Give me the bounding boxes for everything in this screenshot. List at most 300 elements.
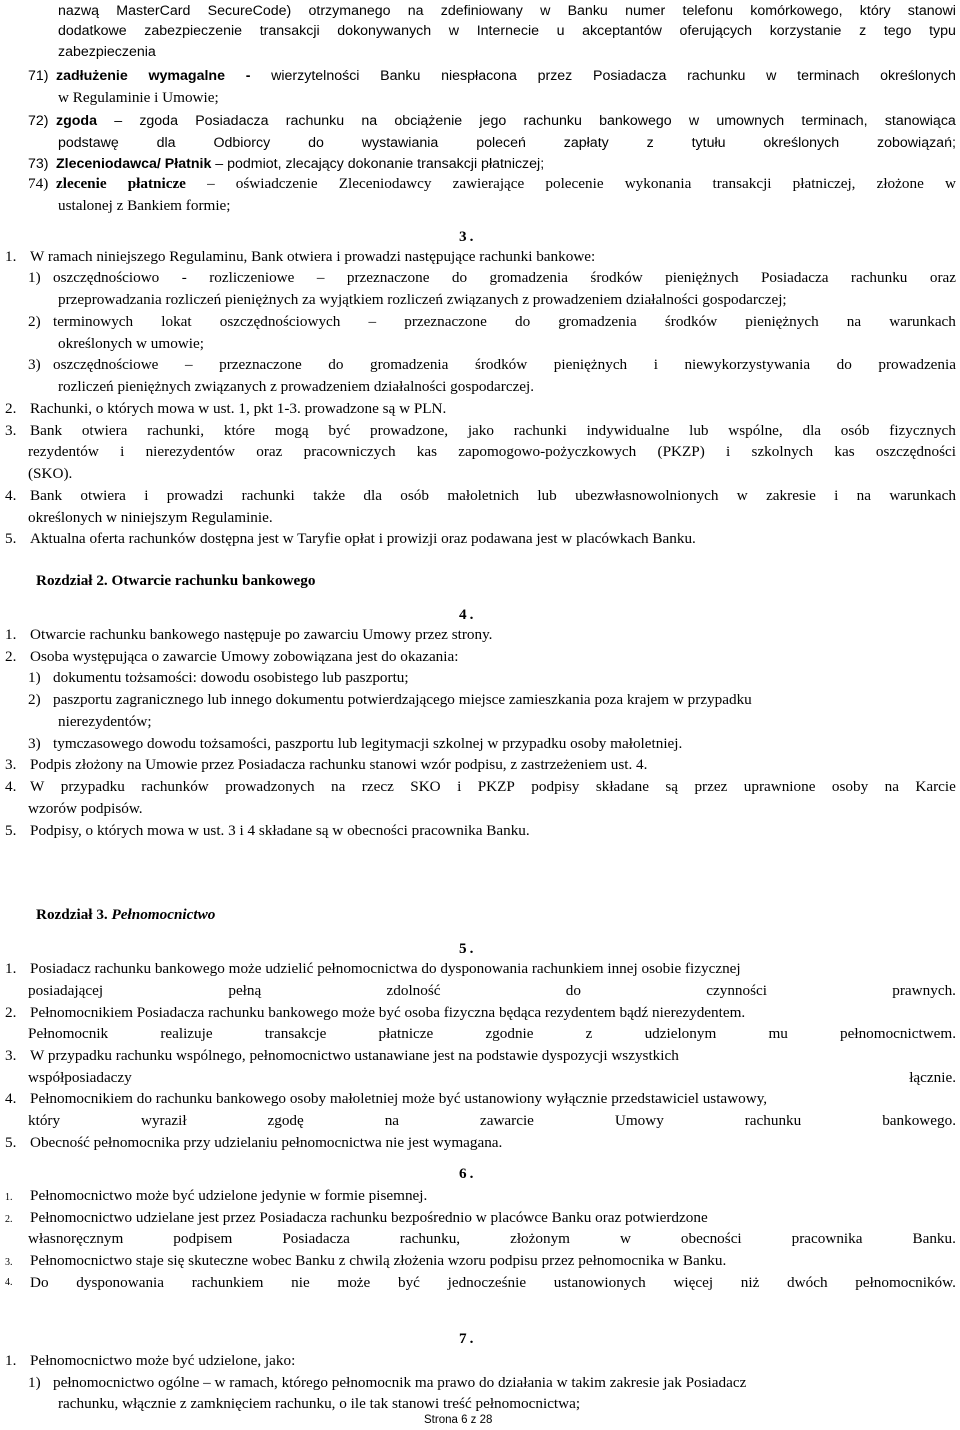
word: z (859, 23, 867, 39)
word: oferujących (679, 23, 753, 39)
text-line (28, 1229, 956, 1249)
word: współposiadaczy (28, 1069, 132, 1086)
word: oświadczenie (235, 175, 318, 192)
line-text: Posiadacz rachunku bankowego może udzielić pełnomocnictwa do dysponowania rachunkiem innej osobie fizycznej (30, 960, 741, 977)
line-text: Otwarcie rachunku bankowego następuje po zawarciu Umowy przez strony. (30, 626, 493, 643)
line-text: Obecność pełnomocnika przy udzielaniu pełnomocnictwa nie jest wymagana. (30, 1134, 503, 1151)
list-number: 1. (5, 1352, 17, 1369)
word: zabezpieczenie (144, 23, 243, 39)
list-number: 1. (5, 626, 17, 643)
justified-text (58, 133, 956, 153)
word: - (181, 269, 187, 286)
line-text: określonych w niniejszym Regulaminie. (28, 509, 273, 526)
justified-text (30, 1273, 956, 1293)
text-line (28, 799, 143, 819)
chapter-heading (36, 905, 215, 925)
word: W (30, 778, 45, 795)
word: środków (590, 269, 643, 286)
paragraph-number: 6. (459, 1165, 477, 1182)
text-line (58, 196, 231, 216)
word: transakcji (712, 175, 772, 192)
word: kas (416, 443, 438, 460)
word: prawnych. (892, 982, 956, 999)
line-body (58, 89, 219, 106)
word: otwiera (80, 487, 126, 504)
word: na (361, 113, 378, 129)
line-body (30, 530, 696, 547)
line-text: rozliczeń pieniężnych związanych z prowadzeniem działalności gospodarczej. (58, 378, 535, 395)
list-number: 1. (5, 1192, 13, 1203)
line-body (30, 1090, 767, 1107)
word: złożonym (510, 1230, 570, 1247)
line-body (58, 197, 231, 214)
word: rachunku, (399, 1230, 461, 1247)
word: który (859, 3, 891, 19)
line-body (56, 156, 544, 172)
word: Pełnomocnik (28, 1025, 109, 1042)
word: stanowiąca (884, 113, 956, 129)
word: rachunku (744, 1112, 802, 1129)
list-number: 4. (5, 1090, 17, 1107)
word: Karcie (915, 778, 956, 795)
list-number: 2. (5, 400, 17, 417)
word: Banku (380, 68, 421, 84)
word: własnoręcznym (28, 1230, 124, 1247)
word: osoby (831, 778, 869, 795)
line-text: Pełnomocnikiem Posiadacza rachunku bankowego może być osoba fizyczna będąca rezydentem bądź nierezydentem. (30, 1004, 746, 1021)
line-text: rachunku, włącznie z zamknięciem rachunku, o ile tak stanowi treść pełnomocnictwa; (58, 1395, 581, 1412)
word: prowadzonych (225, 778, 315, 795)
list-number: 73) (28, 156, 49, 172)
word: przypadku (60, 778, 125, 795)
word: rachunków (141, 778, 209, 795)
line-text: – podmiot, zlecający dokonanie transakcji płatniczej; (211, 156, 545, 172)
word: ustanowionych (553, 1274, 646, 1291)
list-number: 1. (5, 960, 17, 977)
chapter-title: Rozdział 3. (36, 906, 112, 923)
text-line (58, 712, 152, 732)
word: oszczędnościowe (53, 356, 159, 373)
text-line (28, 1024, 956, 1044)
word: niż (740, 1274, 760, 1291)
line-text: Podpisy, o których mowa w ust. 3 i 4 składane są w obecności pracownika Banku. (30, 822, 530, 839)
text-line (5, 1003, 745, 1023)
justified-text (53, 355, 956, 375)
word: dwóch (787, 1274, 828, 1291)
text-line (28, 1111, 956, 1131)
word: być (397, 1274, 420, 1291)
word: oraz (256, 443, 283, 460)
list-number: 3. (5, 756, 17, 773)
justified-text (28, 1111, 956, 1131)
word: komórkowego, (750, 3, 843, 19)
word: umownych (716, 113, 785, 129)
word: Bank (30, 422, 63, 439)
justified-text (30, 421, 956, 441)
word: transakcji (259, 23, 320, 39)
word: zgoda (139, 113, 178, 129)
word: rachunku (523, 113, 582, 129)
word: płatniczej, (792, 175, 856, 192)
word: przeznaczone (346, 269, 430, 286)
line-body (30, 822, 530, 839)
word: oszczędności (875, 443, 956, 460)
word: zapomogowo-pożyczkowych (458, 443, 637, 460)
text-line (5, 399, 446, 419)
word: prowadzenia (878, 356, 956, 373)
justified-text (30, 486, 956, 506)
list-number: 3) (28, 356, 41, 373)
justified-text (53, 312, 956, 332)
word: stanowi (907, 3, 956, 19)
word: w (619, 1230, 631, 1247)
word: w (688, 113, 700, 129)
word: zawierające (452, 175, 525, 192)
word: rachunku (285, 113, 345, 129)
word: gromadzenia (489, 269, 568, 286)
word: na (384, 1112, 400, 1129)
justified-text (30, 777, 956, 797)
word: terminach, (801, 113, 868, 129)
word: rzecz (361, 778, 394, 795)
word: więcej (673, 1274, 714, 1291)
word: dodatkowe (58, 23, 127, 39)
text-line (5, 1186, 427, 1208)
text-line (58, 21, 956, 41)
text-line (28, 668, 409, 688)
word: bankowego (599, 113, 672, 129)
word: osób (400, 487, 429, 504)
justified-text (56, 111, 956, 131)
word: rachunku (850, 269, 908, 286)
word: na (856, 487, 872, 504)
line-body (28, 800, 143, 817)
list-number: 5. (5, 530, 17, 547)
list-number: 3. (5, 1257, 13, 1268)
word: nie (291, 1274, 310, 1291)
list-number: 2) (28, 691, 41, 708)
word: przez (537, 68, 573, 84)
word: kas (834, 443, 855, 460)
word: wierzytelności (271, 68, 360, 84)
word: warunkach (889, 313, 956, 330)
word: Posiadacza (593, 68, 667, 84)
word: być (328, 422, 351, 439)
text-line (28, 154, 544, 174)
line-body (30, 756, 647, 773)
word: rachunku (687, 68, 746, 84)
word: polecenie (545, 175, 604, 192)
line-text: pełnomocnictwo ogólne – w ramach, którego pełnomocnik ma prawo do działania w takim zakresie jak Posiadacz (53, 1374, 747, 1391)
word: Internecie (476, 23, 539, 39)
word: Zleceniodawcy (338, 175, 432, 192)
line-body (53, 669, 409, 686)
word: – (368, 313, 377, 330)
word: w (766, 68, 777, 84)
word: środków (664, 313, 718, 330)
line-body (28, 465, 72, 482)
word: oraz (929, 269, 956, 286)
justified-text (28, 1068, 956, 1088)
line-text: w Regulaminie i Umowie; (58, 89, 219, 106)
word: Do (30, 1274, 49, 1291)
text-line (5, 529, 696, 549)
word: akceptantów (582, 23, 662, 39)
word: płatnicze (127, 175, 186, 192)
word: z (585, 1025, 593, 1042)
word: prowadzone, (370, 422, 449, 439)
line-body (30, 1187, 427, 1204)
word: określonych (763, 135, 840, 151)
word: nazwą (58, 3, 100, 19)
word: SKO (410, 778, 441, 795)
word: wymagalne (148, 68, 225, 84)
word: może (337, 1274, 371, 1291)
word: u (556, 23, 565, 39)
word: niewykorzystywania (684, 356, 811, 373)
line-body (30, 648, 458, 665)
line-text: Pełnomocnictwo staje się skuteczne wobec Banku z chwilą złożenia wzoru podpisu przez pełnomocnika w Banku. (30, 1252, 727, 1269)
word: telefonu (682, 3, 734, 19)
word: i (457, 778, 462, 795)
text-line (5, 1273, 956, 1293)
word: na (331, 778, 346, 795)
list-number: 1) (28, 669, 41, 686)
word: pełnomocnictwem. (840, 1025, 956, 1042)
line-text: Pełnomocnikiem do rachunku bankowego osoby małoletniej może być ustanowiony wyłącznie przedstawiciel ustawowy, (30, 1090, 768, 1107)
text-line (58, 1394, 580, 1414)
word: i (653, 356, 658, 373)
text-line (28, 268, 956, 288)
paragraph-number: 5. (459, 940, 477, 957)
word: do (328, 356, 344, 373)
word: rachunkiem (191, 1274, 264, 1291)
text-line (5, 777, 956, 797)
word: zgodę (267, 1112, 304, 1129)
paragraph-number: 4. (459, 606, 477, 623)
line-body (30, 1134, 502, 1151)
word: tytułu (691, 135, 726, 151)
text-line (28, 312, 956, 332)
word: indywidualne (586, 422, 670, 439)
line-text: Aktualna oferta rachunków dostępna jest w Taryfie opłat i prowizji oraz podawana jest w placówkach Banku. (30, 530, 696, 547)
text-line (58, 290, 787, 310)
word: określonych (880, 68, 956, 84)
list-number: 1) (28, 1374, 41, 1391)
word: rachunki (513, 422, 567, 439)
line-body (30, 400, 446, 417)
word: w (944, 175, 956, 192)
word: fizycznych (889, 422, 956, 439)
word: korzystanie (769, 23, 842, 39)
line-text: Rachunki, o których mowa w ust. 1, pkt 1-3. prowadzone są w PLN. (30, 400, 447, 417)
list-number: 1. (5, 248, 17, 265)
word: pieniężnych (745, 313, 819, 330)
list-number: 3) (28, 735, 41, 752)
page-footer: Strona 6 z 28 (424, 1414, 493, 1426)
word: dla (156, 135, 176, 151)
line-body (58, 291, 787, 308)
line-body (30, 626, 492, 643)
word: otrzymanego (308, 3, 391, 19)
line-body (30, 960, 741, 977)
line-body (30, 1004, 745, 1021)
word: z (646, 135, 654, 151)
line-text: ustalonej z Bankiem formie; (58, 197, 231, 214)
word: SecureCode) (207, 3, 292, 19)
word: Posiadacza (282, 1230, 350, 1247)
word: Banku (567, 3, 608, 19)
word: rozliczeniowe (209, 269, 295, 286)
line-body (30, 1252, 726, 1269)
line-body (28, 509, 273, 526)
word: przez (694, 778, 728, 795)
list-number: 74) (28, 175, 49, 192)
line-body (30, 1047, 679, 1064)
word: wspólne, (728, 422, 783, 439)
word: ubezwłasnowolnionych (575, 487, 719, 504)
word: uprawnione (743, 778, 816, 795)
line-body (53, 735, 682, 752)
text-line (5, 1089, 767, 1109)
text-line (5, 421, 956, 441)
word: – (207, 175, 215, 192)
word: tego (883, 23, 912, 39)
word: jego (479, 113, 507, 129)
word: Posiadacza (195, 113, 269, 129)
justified-text (56, 66, 956, 86)
word: do (514, 313, 531, 330)
word: pełnomocników. (855, 1274, 956, 1291)
list-number: 3. (5, 1047, 17, 1064)
text-line (5, 1251, 726, 1273)
word: na (884, 778, 899, 795)
word: zgodnie (485, 1025, 534, 1042)
text-line (58, 377, 534, 397)
text-line (5, 755, 647, 775)
word: środków (474, 356, 528, 373)
text-line (5, 247, 595, 267)
text-line (58, 88, 219, 108)
text-line (5, 1046, 679, 1066)
word: obecności (680, 1230, 742, 1247)
word: płatnicze (378, 1025, 434, 1042)
word: typu (929, 23, 956, 39)
line-text: wzorów podpisów. (28, 800, 143, 817)
word: Posiadacza (760, 269, 829, 286)
text-line (5, 1208, 708, 1230)
line-text: tymczasowego dowodu tożsamości, paszportu lub legitymacji szkolnej w przypadku osoby małoletniej. (53, 735, 683, 752)
chapter-heading (36, 571, 315, 591)
text-line (5, 647, 458, 667)
word: lokat (161, 313, 192, 330)
word: gromadzenia (558, 313, 637, 330)
word: – (184, 356, 193, 373)
word: podstawę (58, 135, 119, 151)
text-line (58, 334, 204, 354)
text-line (5, 821, 530, 841)
text-line (5, 959, 741, 979)
word: do (451, 269, 468, 286)
word: udzielonym (644, 1025, 717, 1042)
justified-text (58, 21, 956, 41)
list-number: 5. (5, 822, 17, 839)
word: zapłaty (563, 135, 609, 151)
word: rezydentów (28, 443, 99, 460)
line-text: (SKO). (28, 465, 73, 482)
text-line (28, 1373, 746, 1393)
word: przeznaczone (404, 313, 487, 330)
paragraph-number: 3. (459, 228, 477, 245)
line-body (58, 335, 204, 352)
word: mogą (274, 422, 309, 439)
text-line (28, 981, 956, 1001)
word: - (245, 68, 251, 84)
word: mu (768, 1025, 788, 1042)
word: oszczędnościowych (219, 313, 341, 330)
word: na (846, 313, 862, 330)
word: oszczędnościowo (53, 269, 160, 286)
word: Bank (30, 487, 63, 504)
word: do (836, 356, 852, 373)
text-line (28, 111, 956, 131)
line-body (30, 1209, 708, 1226)
chapter-title: Rozdział 2. Otwarcie rachunku bankowego (36, 572, 316, 589)
paragraph-number: 7. (459, 1330, 477, 1347)
justified-text (53, 268, 956, 288)
word: wyraził (141, 1112, 187, 1129)
word: pracowniczych (303, 443, 396, 460)
justified-text (28, 1024, 956, 1044)
word: składane (595, 778, 649, 795)
text-line (28, 174, 956, 194)
list-number: 2) (28, 313, 41, 330)
word: dokonywanych (337, 23, 432, 39)
list-number: 2. (5, 1004, 17, 1021)
word: zdefiniowany (440, 3, 523, 19)
word: małoletnich (447, 487, 520, 504)
word: poleceń (476, 135, 526, 151)
list-number: 4. (5, 487, 17, 504)
text-line (5, 486, 956, 506)
word: realizuje (160, 1025, 213, 1042)
word: posiadającej (28, 982, 104, 999)
word: wykonania (624, 175, 692, 192)
line-body (58, 378, 534, 395)
word: zawarcie (479, 1112, 534, 1129)
line-body (30, 248, 595, 265)
word: gromadzenia (369, 356, 449, 373)
word: terminach (797, 68, 860, 84)
word: i (144, 487, 149, 504)
word: wystawiania (361, 135, 439, 151)
line-text: nierezydentów; (58, 713, 152, 730)
word: bankowego. (882, 1112, 956, 1129)
text-line (28, 355, 956, 375)
list-number: 3. (5, 422, 17, 439)
word: czynności (706, 982, 767, 999)
justified-text (56, 174, 956, 194)
justified-text (28, 1229, 956, 1249)
word: przeznaczone (219, 356, 302, 373)
text-line (28, 734, 682, 754)
word: rachunki (241, 487, 295, 504)
word: które (223, 422, 256, 439)
word: szkolnych (751, 443, 814, 460)
line-text: W przypadku rachunku wspólnego, pełnomocnictwo ustanawiane jest na podstawie dyspozycji wszystkich (30, 1047, 679, 1064)
word: dla (363, 487, 382, 504)
word: (PKZP) (657, 443, 705, 460)
